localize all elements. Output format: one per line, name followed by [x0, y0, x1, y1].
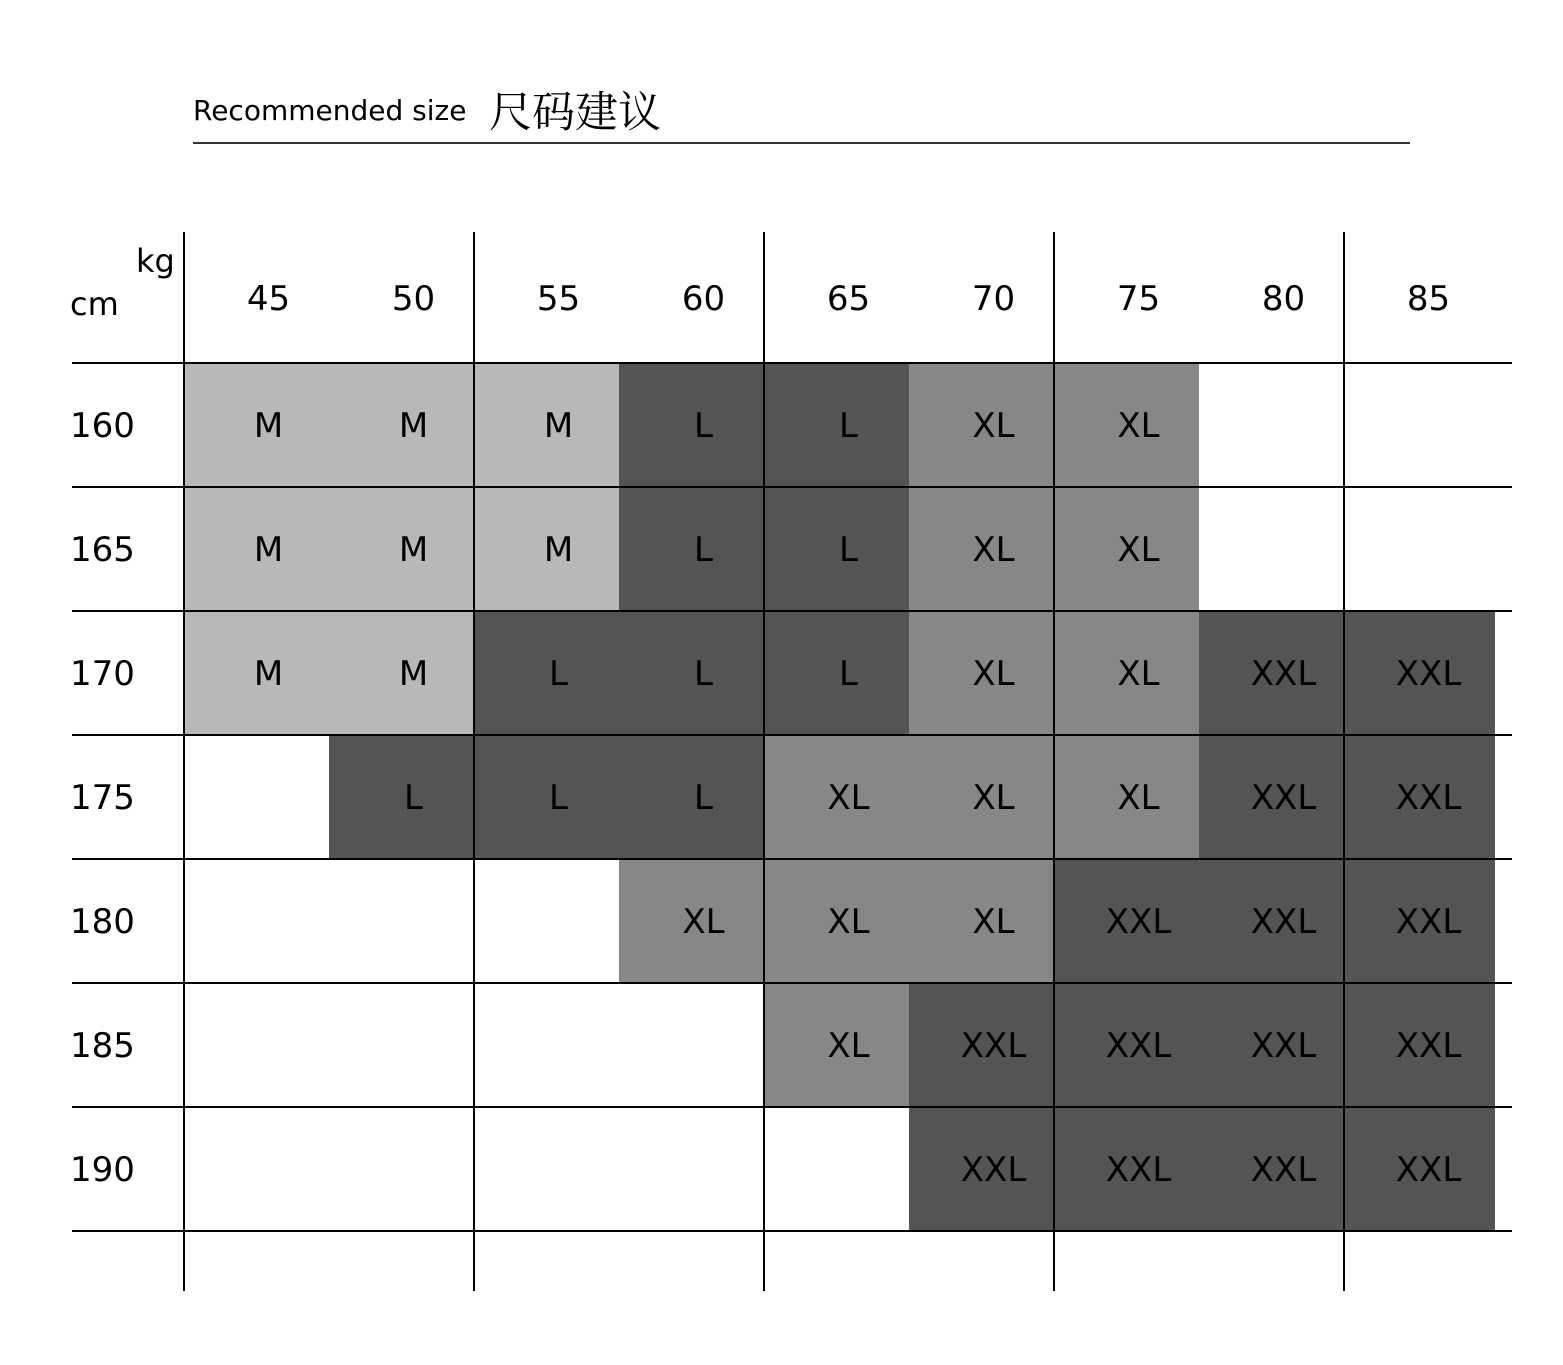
size-label: L [839, 530, 858, 570]
size-label: M [398, 530, 429, 570]
title-english: Recommended size [193, 94, 467, 127]
cells-layer [184, 363, 1495, 1231]
weight-header: 85 [1406, 279, 1451, 319]
size-cell [619, 363, 764, 487]
size-label: XXL [1250, 902, 1317, 942]
size-label: XXL [1395, 1150, 1462, 1190]
size-label: XXL [1395, 1026, 1462, 1066]
size-label: XL [972, 654, 1015, 694]
title-chinese: 尺码建议 [489, 88, 661, 138]
weight-header: 45 [246, 279, 291, 319]
size-label: L [839, 406, 858, 446]
size-label: L [404, 778, 423, 818]
size-label: L [694, 530, 713, 570]
size-label: XL [827, 902, 870, 942]
weight-unit-label: kg [136, 242, 175, 280]
size-label: XL [827, 778, 870, 818]
size-label: M [253, 530, 284, 570]
weight-header: 80 [1261, 279, 1306, 319]
size-cell [619, 487, 764, 611]
weight-header: 65 [826, 279, 871, 319]
height-label: 185 [70, 1026, 135, 1066]
weight-header: 60 [681, 279, 726, 319]
size-cell [619, 611, 764, 735]
weight-header: 50 [391, 279, 436, 319]
size-label: M [398, 406, 429, 446]
size-cell [474, 735, 619, 859]
height-label: 165 [70, 530, 135, 570]
size-label: XL [972, 778, 1015, 818]
size-label: L [549, 654, 568, 694]
height-label: 180 [70, 902, 135, 942]
size-cell [764, 487, 909, 611]
size-label: XXL [1250, 1150, 1317, 1190]
height-label: 170 [70, 654, 135, 694]
size-label: L [694, 778, 713, 818]
size-label: M [253, 406, 284, 446]
size-label: XL [1117, 654, 1160, 694]
size-label: L [839, 654, 858, 694]
size-label: XXL [960, 1150, 1027, 1190]
size-label: XL [972, 902, 1015, 942]
height-label: 175 [70, 778, 135, 818]
size-label: L [694, 654, 713, 694]
height-label: 160 [70, 406, 135, 446]
size-label: XXL [1250, 654, 1317, 694]
size-label: XXL [1250, 778, 1317, 818]
height-label: 190 [70, 1150, 135, 1190]
weight-header: 70 [971, 279, 1016, 319]
size-label: XL [1117, 406, 1160, 446]
size-label: XXL [1250, 1026, 1317, 1066]
size-label: XL [972, 406, 1015, 446]
size-label: L [694, 406, 713, 446]
size-label: XL [1117, 778, 1160, 818]
weight-header: 55 [536, 279, 581, 319]
size-label: XXL [1395, 654, 1462, 694]
size-label: XL [972, 530, 1015, 570]
size-cell [764, 611, 909, 735]
size-label: XXL [1105, 1150, 1172, 1190]
size-label: XL [827, 1026, 870, 1066]
size-label: M [398, 654, 429, 694]
weight-header: 75 [1116, 279, 1161, 319]
size-label: L [549, 778, 568, 818]
size-label: XL [1117, 530, 1160, 570]
size-cell [329, 735, 474, 859]
size-label: XXL [1105, 1026, 1172, 1066]
size-label: XXL [1395, 778, 1462, 818]
size-cell [474, 611, 619, 735]
size-label: XL [682, 902, 725, 942]
size-label: XXL [1395, 902, 1462, 942]
size-cell [764, 363, 909, 487]
size-label: XXL [960, 1026, 1027, 1066]
size-label: XXL [1105, 902, 1172, 942]
size-label: M [253, 654, 284, 694]
size-label: M [543, 406, 574, 446]
size-cell [619, 735, 764, 859]
height-unit-label: cm [70, 285, 119, 323]
size-label: M [543, 530, 574, 570]
